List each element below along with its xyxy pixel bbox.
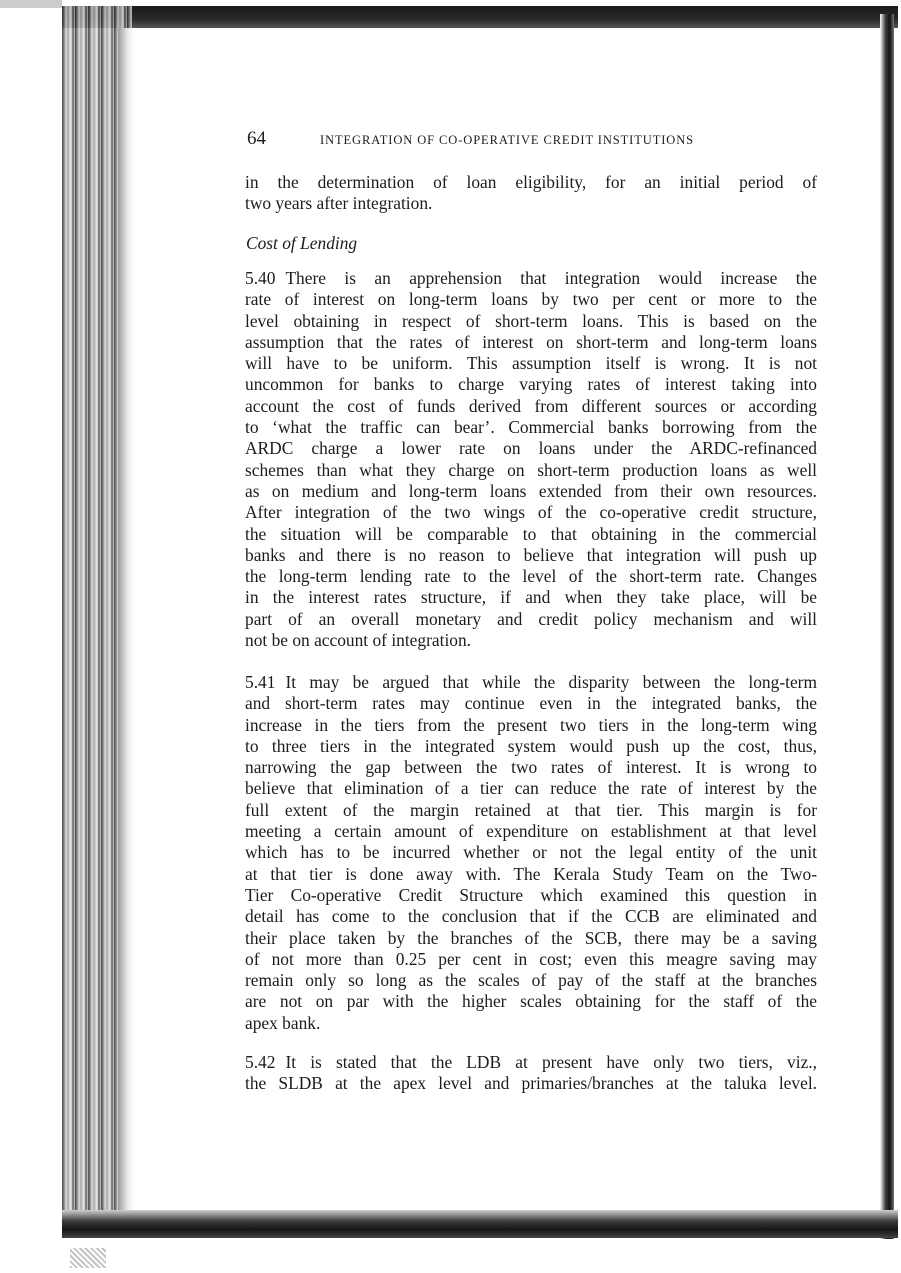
intro-paragraph <box>245 172 817 215</box>
text-line: After integration of the two wings of the co-operative credit structure, <box>245 502 817 523</box>
paragraph-5-40 <box>245 268 817 651</box>
text-line: to ‘what the traffic can bear’. Commercial banks borrowing from the <box>245 417 817 438</box>
text-line: which has to be incurred whether or not the legal entity of the unit <box>245 842 817 863</box>
text-line <box>245 268 817 289</box>
text-line: of not more than 0.25 per cent in cost; even this meagre saving may <box>245 948 817 969</box>
text-line: uncommon for banks to charge varying rates of interest taking into <box>245 374 817 395</box>
text-line: to three tiers in the integrated system would push up the cost, thus, <box>245 735 817 756</box>
paragraph-5-41 <box>245 672 817 1034</box>
text-line: apex bank. <box>245 1012 321 1033</box>
text-line: part of an overall monetary and credit policy mechanism and will <box>245 608 817 629</box>
text-line: ARDC charge a lower rate on loans under the ARDC-refinanced <box>245 438 817 459</box>
paragraph-number: 5.40 <box>245 268 276 288</box>
text-line: meeting a certain amount of expenditure on establishment at that level <box>245 821 817 842</box>
text-line: level obtaining in respect of short-term loans. This is based on the <box>245 310 817 331</box>
text-line: in the determination of loan eligibility, for an initial period of <box>245 172 817 192</box>
text-line: in the interest rates structure, if and when they take place, will be <box>245 587 817 608</box>
text-line: increase in the tiers from the present two tiers in the long-term wing <box>245 714 817 735</box>
page-right-edge <box>880 14 894 1239</box>
text-line: There is an apprehension that integration would increase the <box>285 268 817 288</box>
text-line: are not on par with the higher scales obtaining for the staff of the <box>245 991 817 1012</box>
running-head-title: INTEGRATION OF CO-OPERATIVE CREDIT INSTITUTIONS <box>320 133 694 147</box>
text-line: rate of interest on long-term loans by two per cent or more to the <box>245 289 817 310</box>
text-line: schemes than what they charge on short-term production loans as well <box>245 459 817 480</box>
text-line: not be on account of integration. <box>245 630 472 651</box>
text-line: full extent of the margin retained at that tier. This margin is for <box>245 799 817 820</box>
text-line: the SLDB at the apex level and primaries/branches at the taluka level. <box>245 1073 817 1094</box>
page-number: 64 <box>247 128 266 149</box>
text-line: It may be argued that while the disparity between the long-term <box>285 672 817 692</box>
text-line: their place taken by the branches of the SCB, there may be a saving <box>245 927 817 948</box>
text-line: It is stated that the LDB at present have only two tiers, viz., <box>285 1052 817 1072</box>
text-line: at that tier is done away with. The Kerala Study Team on the Two- <box>245 863 817 884</box>
text-line: assumption that the rates of interest on short-term and long-term loans <box>245 331 817 352</box>
section-heading: Cost of Lending <box>246 233 358 253</box>
text-line: will have to be uniform. This assumption itself is wrong. It is not <box>245 353 817 374</box>
text-line: detail has come to the conclusion that if the CCB are eliminated and <box>245 906 817 927</box>
text-line: account the cost of funds derived from different sources or according <box>245 395 817 416</box>
text-line: and short-term rates may continue even in the integrated banks, the <box>245 693 817 714</box>
paragraph-5-42 <box>245 1052 817 1095</box>
text-line: two years after integration. <box>245 193 433 214</box>
text-line: as on medium and long-term loans extended from their own resources. <box>245 480 817 501</box>
text-line: believe that elimination of a tier can reduce the rate of interest by the <box>245 778 817 799</box>
paragraph-number: 5.42 <box>245 1052 276 1072</box>
book-bottom-shadow <box>62 1210 898 1238</box>
text-line <box>245 672 817 693</box>
scan-corner <box>0 0 62 8</box>
text-line: the situation will be comparable to that obtaining in the commercial <box>245 523 817 544</box>
text-line: the long-term lending rate to the level of the short-term rate. Changes <box>245 566 817 587</box>
text-line <box>245 1052 817 1073</box>
binding-gutter <box>118 28 134 1218</box>
paragraph-number: 5.41 <box>245 672 276 692</box>
running-header <box>247 128 817 152</box>
text-line: narrowing the gap between the two rates of interest. It is wrong to <box>245 757 817 778</box>
book-top-shadow <box>62 6 898 28</box>
text-line: banks and there is no reason to believe that integration will push up <box>245 544 817 565</box>
text-line: remain only so long as the scales of pay of the staff at the branches <box>245 970 817 991</box>
scan-artifact <box>70 1248 106 1268</box>
text-line: Tier Co-operative Credit Structure which examined this question in <box>245 884 817 905</box>
